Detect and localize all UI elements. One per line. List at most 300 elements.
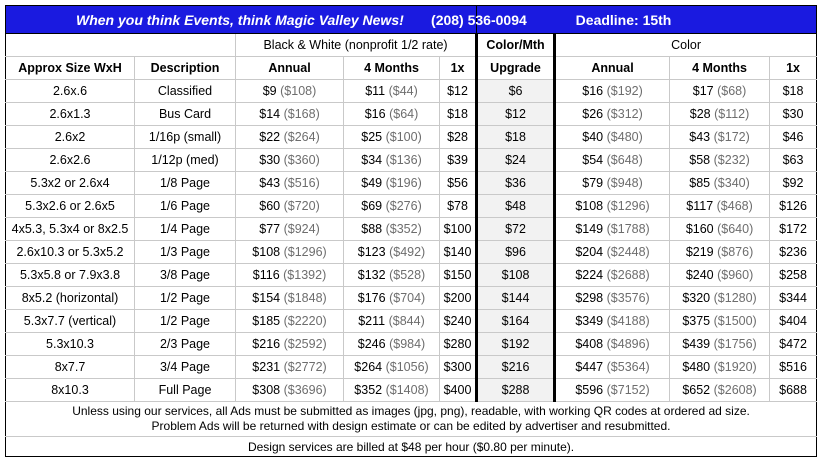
color-4months-cell (670, 356, 770, 379)
note-line-1: Unless using our services, all Ads must be submitted as images (jpg, png), readable, with working QR codes at ordered ad size. (72, 404, 750, 418)
color-1x-cell (770, 287, 817, 310)
color-annual-total: ($192) (606, 84, 643, 98)
bw-annual-total: ($516) (283, 176, 320, 190)
description-cell (135, 241, 236, 264)
bw-annual-price: $30 (259, 153, 281, 167)
upgrade-cell (477, 287, 555, 310)
size-cell (6, 333, 135, 356)
bw-annual-cell (236, 172, 344, 195)
bw-4months-total: ($528) (389, 268, 426, 282)
bw-annual-cell (236, 356, 344, 379)
bw-4months-total: ($1408) (385, 383, 429, 397)
bw-4months-cell (344, 379, 440, 402)
bw-annual-total: ($1296) (283, 245, 327, 259)
banner-deadline: Deadline: 15th (575, 11, 672, 28)
bw-1x-price: $56 (447, 176, 468, 190)
bw-annual-total: ($168) (283, 107, 320, 121)
banner-row (6, 6, 817, 34)
banner-contact (431, 6, 817, 34)
bw-1x-price: $78 (447, 199, 468, 213)
col-bw-1x: 1x (440, 57, 477, 80)
upgrade-price: $216 (501, 360, 530, 374)
color-4months-price: $219 (685, 245, 714, 259)
bw-1x-price: $39 (447, 153, 468, 167)
bw-1x-price: $240 (443, 314, 472, 328)
bw-annual-cell (236, 195, 344, 218)
bw-1x-cell (440, 103, 477, 126)
description-value: 3/8 Page (159, 268, 211, 282)
banner-slogan: When you think Events, think Magic Valley News! (6, 6, 477, 34)
col-bw-4months: 4 Months (344, 57, 440, 80)
size-cell (6, 126, 135, 149)
color-annual-cell (555, 126, 670, 149)
notes-cell (6, 402, 817, 437)
bw-4months-cell (344, 80, 440, 103)
group-bw: Black & White (nonprofit 1/2 rate) (236, 34, 477, 57)
bw-annual-price: $231 (252, 360, 281, 374)
size-cell (6, 379, 135, 402)
bw-1x-cell (440, 264, 477, 287)
color-4months-total: ($640) (717, 222, 754, 236)
color-annual-total: ($2688) (606, 268, 650, 282)
table-row (6, 333, 817, 356)
description-cell (135, 195, 236, 218)
upgrade-price: $6 (508, 84, 523, 98)
table-row (6, 172, 817, 195)
upgrade-price: $288 (501, 383, 530, 397)
description-value: 1/16p (small) (148, 130, 222, 144)
upgrade-cell (477, 264, 555, 287)
color-4months-total: ($172) (713, 130, 750, 144)
upgrade-cell (477, 172, 555, 195)
bw-4months-price: $132 (357, 268, 386, 282)
color-1x-price: $688 (779, 383, 807, 397)
bw-4months-price: $16 (364, 107, 386, 121)
bw-4months-price: $49 (361, 176, 383, 190)
color-4months-total: ($960) (717, 268, 754, 282)
description-cell (135, 172, 236, 195)
color-4months-cell (670, 287, 770, 310)
color-4months-price: $58 (689, 153, 711, 167)
upgrade-cell (477, 80, 555, 103)
size-value: 5.3x10.3 (46, 337, 94, 351)
table-row (6, 264, 817, 287)
table-row (6, 126, 817, 149)
description-cell (135, 379, 236, 402)
color-4months-cell (670, 172, 770, 195)
color-annual-cell (555, 218, 670, 241)
size-value: 8x7.7 (54, 360, 86, 374)
color-4months-total: ($112) (714, 107, 750, 121)
bw-4months-price: $34 (361, 153, 383, 167)
description-cell (135, 287, 236, 310)
color-annual-price: $349 (575, 314, 604, 328)
color-annual-cell (555, 80, 670, 103)
size-cell (6, 287, 135, 310)
color-4months-total: ($1500) (713, 314, 757, 328)
color-annual-cell (555, 379, 670, 402)
color-annual-price: $298 (575, 291, 604, 305)
bw-4months-total: ($276) (385, 199, 422, 213)
size-cell (6, 218, 135, 241)
bw-1x-cell (440, 172, 477, 195)
color-1x-price: $92 (782, 176, 804, 190)
col-color-annual: Annual (555, 57, 670, 80)
bw-4months-cell (344, 195, 440, 218)
color-4months-cell (670, 379, 770, 402)
size-cell (6, 103, 135, 126)
color-annual-cell (555, 333, 670, 356)
bw-1x-price: $12 (447, 84, 468, 98)
description-value: Classified (157, 84, 213, 98)
color-1x-cell (770, 356, 817, 379)
bw-1x-cell (440, 126, 477, 149)
bw-annual-cell (236, 287, 344, 310)
bw-annual-cell (236, 80, 344, 103)
color-annual-cell (555, 195, 670, 218)
color-1x-cell (770, 172, 817, 195)
color-annual-price: $54 (582, 153, 604, 167)
color-annual-total: ($5364) (606, 360, 650, 374)
description-cell (135, 103, 236, 126)
color-4months-cell (670, 103, 770, 126)
bw-annual-price: $60 (259, 199, 281, 213)
upgrade-price: $72 (505, 222, 526, 236)
bw-1x-price: $18 (447, 107, 468, 121)
size-cell (6, 241, 135, 264)
color-annual-price: $16 (582, 84, 604, 98)
bw-4months-cell (344, 103, 440, 126)
bw-annual-price: $185 (252, 314, 281, 328)
color-4months-cell (670, 310, 770, 333)
bw-annual-cell (236, 379, 344, 402)
color-annual-total: ($7152) (606, 383, 650, 397)
bw-4months-price: $211 (358, 314, 386, 328)
description-value: 2/3 Page (159, 337, 211, 351)
color-4months-price: $320 (682, 291, 711, 305)
bw-4months-total: ($64) (389, 107, 419, 121)
bw-1x-price: $300 (443, 360, 472, 374)
color-4months-cell (670, 241, 770, 264)
col-color-1x: 1x (770, 57, 817, 80)
color-annual-total: ($2448) (606, 245, 650, 259)
color-annual-total: ($3576) (606, 291, 650, 305)
color-1x-cell (770, 333, 817, 356)
bw-4months-cell (344, 287, 440, 310)
bw-4months-cell (344, 126, 440, 149)
bw-annual-cell (236, 103, 344, 126)
column-header-row (6, 57, 817, 80)
description-value: 3/4 Page (159, 360, 211, 374)
col-size: Approx Size WxH (6, 57, 135, 80)
size-value: 2.6x.6 (52, 84, 88, 98)
size-value: 2.6x2 (54, 130, 86, 144)
color-4months-cell (670, 149, 770, 172)
bw-annual-price: $216 (252, 337, 281, 351)
color-4months-cell (670, 80, 770, 103)
color-4months-price: $85 (689, 176, 711, 190)
bw-4months-total: ($44) (388, 84, 418, 98)
color-annual-total: ($4896) (606, 337, 650, 351)
description-cell (135, 126, 236, 149)
color-4months-price: $160 (685, 222, 714, 236)
color-annual-cell (555, 356, 670, 379)
color-4months-price: $28 (689, 107, 711, 121)
size-value: 5.3x5.8 or 7.9x3.8 (19, 268, 121, 282)
table-row (6, 149, 817, 172)
color-4months-total: ($232) (713, 153, 750, 167)
table-row (6, 218, 817, 241)
bw-4months-cell (344, 241, 440, 264)
description-cell (135, 149, 236, 172)
bw-4months-total: ($844) (388, 314, 425, 328)
bw-4months-price: $176 (357, 291, 386, 305)
bw-4months-cell (344, 149, 440, 172)
color-4months-cell (670, 126, 770, 149)
color-annual-price: $149 (575, 222, 604, 236)
bw-1x-price: $28 (447, 130, 468, 144)
bw-annual-cell (236, 310, 344, 333)
col-upgrade: Upgrade (477, 57, 555, 80)
color-4months-total: ($2608) (713, 383, 757, 397)
color-1x-price: $18 (782, 84, 804, 98)
color-4months-total: ($1280) (713, 291, 757, 305)
description-value: Bus Card (158, 107, 212, 121)
description-value: 1/2 Page (159, 291, 211, 305)
upgrade-price: $12 (505, 107, 526, 121)
description-value: 1/6 Page (159, 199, 211, 213)
bw-4months-cell (344, 356, 440, 379)
color-4months-price: $652 (682, 383, 711, 397)
color-4months-cell (670, 333, 770, 356)
color-1x-price: $126 (779, 199, 807, 213)
upgrade-price: $18 (505, 130, 526, 144)
bw-annual-price: $154 (252, 291, 281, 305)
table-row (6, 356, 817, 379)
color-4months-price: $375 (682, 314, 711, 328)
bw-annual-total: ($264) (283, 130, 320, 144)
color-4months-total: ($340) (713, 176, 750, 190)
bw-annual-cell (236, 241, 344, 264)
upgrade-cell (477, 103, 555, 126)
bw-1x-cell (440, 310, 477, 333)
color-annual-price: $596 (575, 383, 604, 397)
group-header-blank (6, 34, 236, 57)
color-annual-cell (555, 103, 670, 126)
color-1x-price: $236 (779, 245, 807, 259)
bw-4months-total: ($352) (385, 222, 422, 236)
color-1x-price: $172 (779, 222, 807, 236)
color-4months-total: ($876) (717, 245, 754, 259)
group-header-row (6, 34, 817, 57)
description-cell (135, 356, 236, 379)
bw-annual-total: ($924) (283, 222, 320, 236)
upgrade-price: $24 (505, 153, 526, 167)
upgrade-cell (477, 379, 555, 402)
color-4months-price: $480 (682, 360, 711, 374)
color-annual-total: ($4188) (606, 314, 650, 328)
color-4months-cell (670, 218, 770, 241)
bw-4months-price: $11 (365, 84, 386, 98)
bw-annual-total: ($2592) (283, 337, 327, 351)
bw-annual-cell (236, 126, 344, 149)
bw-4months-total: ($136) (385, 153, 422, 167)
size-value: 2.6x1.3 (49, 107, 91, 121)
color-1x-price: $516 (779, 360, 807, 374)
color-1x-price: $472 (779, 337, 807, 351)
description-value: 1/3 Page (159, 245, 211, 259)
color-4months-total: ($468) (716, 199, 753, 213)
size-cell (6, 80, 135, 103)
color-1x-cell (770, 126, 817, 149)
description-cell (135, 264, 236, 287)
rate-card-sheet (5, 5, 816, 454)
size-value: 5.3x2.6 or 2.6x5 (25, 199, 115, 213)
table-row (6, 287, 817, 310)
color-annual-total: ($1296) (606, 199, 650, 213)
table-row (6, 310, 817, 333)
color-1x-price: $30 (782, 107, 804, 121)
bw-annual-price: $22 (259, 130, 281, 144)
color-4months-total: ($1756) (713, 337, 757, 351)
bw-annual-price: $14 (259, 107, 281, 121)
size-value: 2.6x2.6 (49, 153, 91, 167)
color-annual-cell (555, 241, 670, 264)
bw-annual-total: ($720) (283, 199, 320, 213)
group-color: Color (555, 34, 817, 57)
table-row (6, 195, 817, 218)
bw-4months-cell (344, 310, 440, 333)
col-description: Description (135, 57, 236, 80)
bw-4months-total: ($1056) (385, 360, 429, 374)
description-value: 1/4 Page (159, 222, 211, 236)
bw-4months-price: $264 (354, 360, 383, 374)
bw-4months-total: ($492) (389, 245, 426, 259)
size-value: 8x10.3 (51, 383, 89, 397)
color-1x-cell (770, 241, 817, 264)
upgrade-cell (477, 333, 555, 356)
color-1x-cell (770, 218, 817, 241)
bw-1x-cell (440, 379, 477, 402)
color-annual-price: $447 (575, 360, 604, 374)
upgrade-cell (477, 356, 555, 379)
description-cell (135, 218, 236, 241)
color-annual-cell (555, 310, 670, 333)
bw-4months-cell (344, 264, 440, 287)
design-row (6, 437, 817, 457)
color-4months-cell (670, 264, 770, 287)
bw-annual-price: $9 (262, 84, 277, 98)
bw-1x-cell (440, 356, 477, 379)
color-annual-price: $26 (582, 107, 604, 121)
bw-4months-cell (344, 333, 440, 356)
color-annual-price: $204 (575, 245, 604, 259)
color-annual-cell (555, 264, 670, 287)
bw-annual-total: ($1848) (283, 291, 327, 305)
bw-annual-total: ($3696) (283, 383, 327, 397)
color-1x-price: $258 (779, 268, 807, 282)
bw-annual-cell (236, 264, 344, 287)
bw-1x-cell (440, 287, 477, 310)
upgrade-cell (477, 241, 555, 264)
size-cell (6, 310, 135, 333)
size-cell (6, 149, 135, 172)
color-1x-price: $63 (782, 153, 804, 167)
bw-1x-cell (440, 149, 477, 172)
size-cell (6, 356, 135, 379)
size-value: 8x5.2 (horizontal) (21, 291, 119, 305)
bw-1x-price: $200 (443, 291, 472, 305)
description-value: 1/2 Page (159, 314, 211, 328)
color-1x-price: $46 (782, 130, 804, 144)
color-annual-total: ($480) (606, 130, 643, 144)
bw-1x-cell (440, 80, 477, 103)
banner-phone: (208) 536-0094 (431, 11, 527, 28)
bw-annual-price: $108 (252, 245, 281, 259)
color-4months-price: $240 (685, 268, 714, 282)
bw-annual-total: ($360) (283, 153, 320, 167)
size-cell (6, 264, 135, 287)
upgrade-price: $36 (505, 176, 526, 190)
bw-4months-price: $246 (357, 337, 386, 351)
size-value: 4x5.3, 5.3x4 or 8x2.5 (11, 222, 129, 236)
table-row (6, 103, 817, 126)
bw-annual-cell (236, 333, 344, 356)
description-value: 1/12p (med) (151, 153, 219, 167)
bw-annual-price: $116 (252, 268, 280, 282)
bw-4months-price: $25 (361, 130, 383, 144)
design-services-note: Design services are billed at $48 per hour ($0.80 per minute). (6, 437, 817, 457)
table-row (6, 241, 817, 264)
size-value: 5.3x2 or 2.6x4 (30, 176, 110, 190)
bw-4months-total: ($196) (385, 176, 422, 190)
bw-1x-price: $400 (443, 383, 472, 397)
color-1x-cell (770, 149, 817, 172)
upgrade-price: $164 (501, 314, 530, 328)
color-1x-cell (770, 310, 817, 333)
color-annual-cell (555, 149, 670, 172)
color-4months-price: $17 (692, 84, 714, 98)
rate-table (5, 5, 817, 457)
color-1x-cell (770, 80, 817, 103)
col-color-4months: 4 Months (670, 57, 770, 80)
note-line-2: Problem Ads will be returned with design estimate or can be edited by advertiser and resubmitted. (151, 419, 671, 433)
color-annual-price: $108 (575, 199, 604, 213)
group-color-mth: Color/Mth (477, 34, 555, 57)
color-annual-total: ($948) (606, 176, 643, 190)
upgrade-cell (477, 218, 555, 241)
upgrade-price: $192 (501, 337, 530, 351)
bw-annual-cell (236, 218, 344, 241)
color-1x-cell (770, 103, 817, 126)
upgrade-cell (477, 195, 555, 218)
upgrade-price: $108 (501, 268, 530, 282)
description-cell (135, 310, 236, 333)
description-value: 1/8 Page (159, 176, 211, 190)
table-row (6, 80, 817, 103)
bw-4months-cell (344, 172, 440, 195)
color-4months-price: $439 (682, 337, 711, 351)
color-4months-cell (670, 195, 770, 218)
color-4months-total: ($68) (717, 84, 747, 98)
bw-1x-cell (440, 241, 477, 264)
description-cell (135, 80, 236, 103)
color-annual-total: ($648) (606, 153, 643, 167)
bw-4months-total: ($704) (389, 291, 426, 305)
size-value: 2.6x10.3 or 5.3x5.2 (16, 245, 124, 259)
bw-1x-price: $100 (443, 222, 472, 236)
bw-annual-total: ($2220) (283, 314, 327, 328)
